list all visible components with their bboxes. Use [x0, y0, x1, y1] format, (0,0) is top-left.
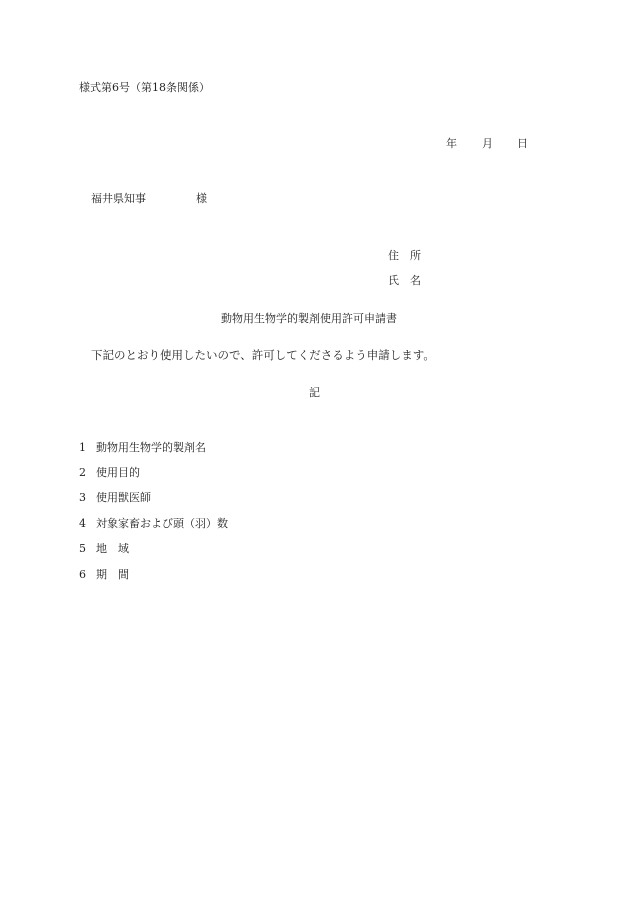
addressee-title: 福井県知事 [91, 192, 146, 205]
item-label-period: 期 間 [96, 568, 129, 581]
item-number: 1 [79, 441, 86, 454]
ki-heading: 記 [309, 386, 320, 399]
item-number: 2 [79, 466, 86, 479]
name-label: 氏 名 [388, 274, 421, 287]
addressee-honorific: 様 [196, 192, 207, 205]
item-label-livestock: 対象家畜および頭（羽）数 [96, 517, 228, 530]
item-number: 3 [79, 491, 86, 504]
item-number: 6 [79, 568, 86, 581]
document-title: 動物用生物学的製剤使用許可申請書 [221, 312, 397, 325]
date-day-label: 日 [517, 137, 528, 150]
date-year-label: 年 [446, 137, 457, 150]
item-number: 5 [79, 542, 86, 555]
address-label: 住 所 [388, 249, 421, 262]
item-label-product-name: 動物用生物学的製剤名 [96, 441, 206, 454]
date-month-label: 月 [482, 137, 493, 150]
item-label-purpose: 使用目的 [96, 466, 140, 479]
form-number: 様式第6号（第18条関係） [79, 81, 210, 94]
item-label-region: 地 域 [96, 542, 129, 555]
item-number: 4 [79, 517, 86, 530]
item-label-veterinarian: 使用獣医師 [96, 491, 151, 504]
request-text: 下記のとおり使用したいので、許可してくださるよう申請します。 [91, 348, 435, 362]
